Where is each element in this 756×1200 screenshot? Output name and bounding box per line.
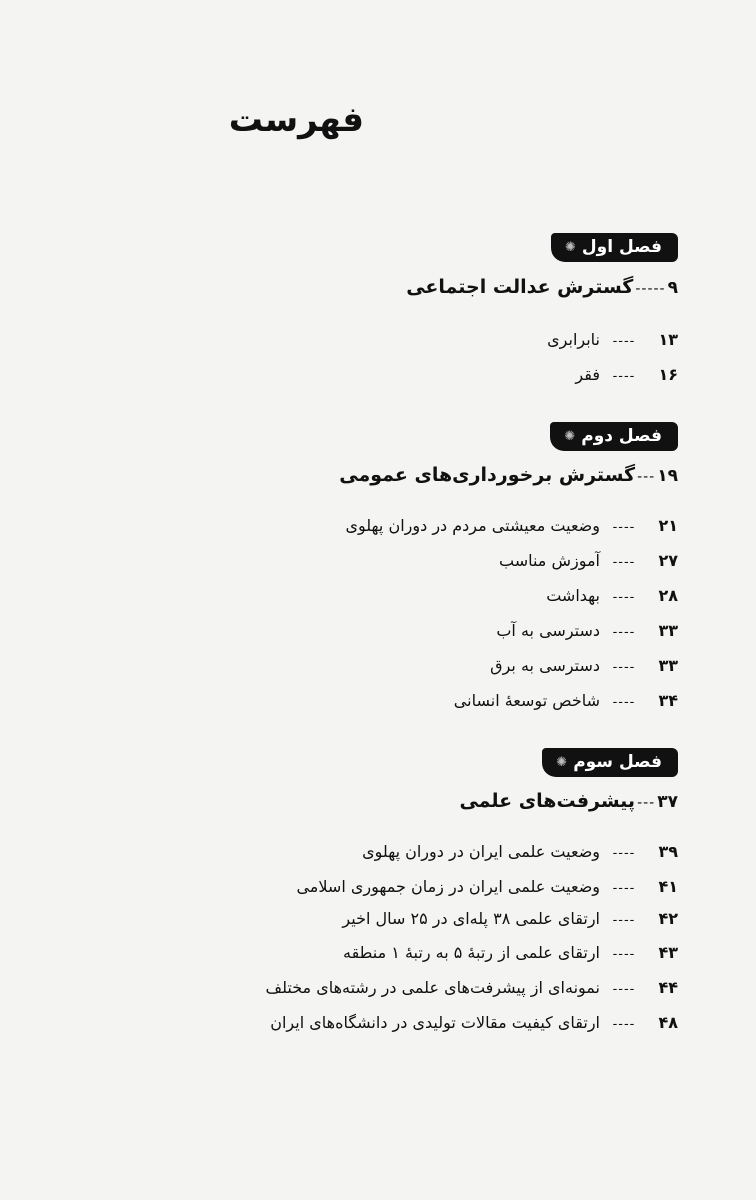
entry-text: شاخص توسعهٔ انسانی: [453, 691, 600, 710]
chapter-badge-label: فصل سوم: [573, 752, 662, 772]
toc-entry: [342, 909, 678, 928]
toc-entry: [490, 656, 678, 675]
entry-text: فقر: [575, 365, 600, 384]
toc-entry: [454, 691, 678, 710]
toc-entry: [296, 877, 678, 896]
page-number: ۳۳: [658, 656, 678, 675]
chapter-heading: [406, 276, 678, 298]
leader-dashes: ----: [612, 913, 636, 928]
page-number: ۴۱: [658, 877, 678, 896]
ornament-icon: ✺: [564, 239, 576, 255]
entry-text: ارتقای کیفیت مقالات تولیدی در دانشگاه‌های ایران: [270, 1013, 600, 1032]
leader-dashes: ----: [612, 982, 636, 997]
leader-dashes: ----: [612, 520, 636, 535]
entry-text: ارتقای علمی از رتبهٔ ۵ به رتبهٔ ۱ منطقه: [343, 943, 600, 962]
page-number: ۳۹: [658, 842, 678, 861]
leader-dashes: ----: [612, 625, 636, 640]
page-number: ۳۳: [658, 621, 678, 640]
toc-entry: [575, 365, 678, 384]
page-number: ۳۴: [658, 691, 678, 710]
page-number: ۱۶: [658, 365, 678, 384]
page-number: ۹: [667, 278, 678, 298]
chapter-heading: [459, 790, 678, 812]
leader-dashes: ---: [637, 795, 656, 811]
entry-text: ارتقای علمی ۳۸ پله‌ای در ۲۵ سال اخیر: [342, 909, 600, 928]
chapter-heading-text: گسترش برخورداری‌های عمومی: [339, 464, 636, 486]
toc-entry: [547, 330, 678, 349]
leader-dashes: ----: [612, 369, 636, 384]
toc-entry: [343, 943, 678, 962]
page-number: ۴۳: [658, 943, 678, 962]
toc-entry: [362, 842, 678, 861]
toc-entry: [496, 621, 678, 640]
chapter-heading-text: پیشرفت‌های علمی: [459, 790, 636, 812]
chapter-badge: [550, 422, 678, 451]
entry-text: دسترسی به برق: [490, 656, 600, 675]
leader-dashes: ----: [612, 590, 636, 605]
entry-text: آموزش مناسب: [498, 551, 600, 570]
page-title: فهرست: [228, 100, 364, 140]
page-number: ۴۲: [658, 909, 678, 928]
leader-dashes: ----: [612, 881, 636, 896]
page-number: ۲۱: [658, 516, 678, 535]
page-number: ۲۸: [658, 586, 678, 605]
leader-dashes: ----: [612, 947, 636, 962]
toc-entry: [270, 1013, 678, 1032]
entry-text: بهداشت: [546, 586, 600, 605]
page-number: ۱۳: [658, 330, 678, 349]
page-number: ۲۷: [658, 551, 678, 570]
leader-dashes: ----: [612, 1017, 636, 1032]
leader-dashes: -----: [635, 281, 666, 297]
leader-dashes: ---: [637, 469, 656, 485]
chapter-heading-text: گسترش عدالت اجتماعی: [406, 276, 634, 298]
leader-dashes: ----: [612, 695, 636, 710]
chapter-badge: [542, 748, 678, 777]
entry-text: وضعیت علمی ایران در زمان جمهوری اسلامی: [296, 877, 600, 896]
chapter-badge-label: فصل دوم: [581, 426, 662, 446]
page-number: ۴۸: [658, 1013, 678, 1032]
leader-dashes: ----: [612, 846, 636, 861]
ornament-icon: ✺: [556, 754, 568, 770]
toc-entry: [345, 516, 678, 535]
leader-dashes: ----: [612, 660, 636, 675]
page-number: ۳۷: [657, 792, 678, 812]
entry-text: وضعیت علمی ایران در دوران پهلوی: [362, 842, 600, 861]
ornament-icon: ✺: [564, 428, 576, 444]
leader-dashes: ----: [612, 334, 636, 349]
toc-entry: [499, 551, 678, 570]
toc-entry: [546, 586, 678, 605]
chapter-badge-label: فصل اول: [581, 237, 662, 257]
entry-text: وضعیت معیشتی مردم در دوران پهلوی: [345, 516, 600, 535]
entry-text: نابرابری: [547, 330, 600, 349]
page-number: ۴۴: [658, 978, 678, 997]
chapter-badge: [551, 233, 678, 262]
chapter-heading: [339, 464, 678, 486]
page-number: ۱۹: [657, 466, 678, 486]
entry-text: نمونه‌ای از پیشرفت‌های علمی در رشته‌های مختلف: [265, 978, 600, 997]
toc-entry: [266, 978, 678, 997]
entry-text: دسترسی به آب: [496, 621, 600, 640]
leader-dashes: ----: [612, 555, 636, 570]
